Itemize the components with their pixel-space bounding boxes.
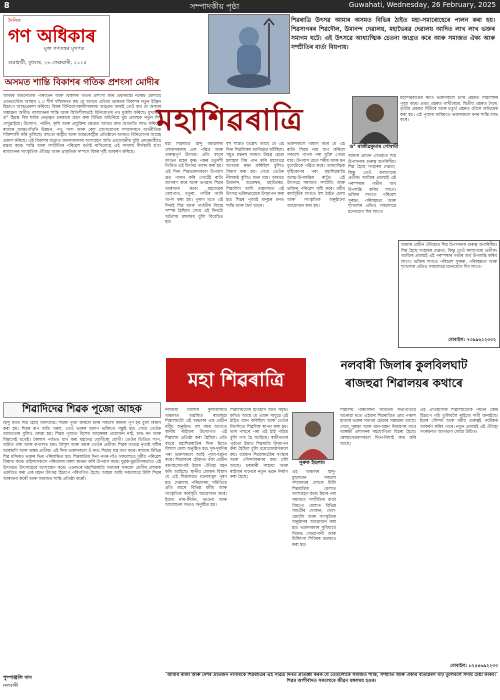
maha-shivaratri-banner xyxy=(166,358,306,402)
author-photo xyxy=(352,96,398,144)
main-headline-line2: ৰাজহুৱা শিৱালয়ৰ কথাৰে xyxy=(345,376,463,390)
side-article-body: হিন্দু ধৰ্মত শিৱ হৈছে আদিদেৱ। শিৱক পূজা কৰিলে মনৰ সকলো কামনা পূৰ্ণ হয় বুলি বিশ্বাস কৰা হয়। শিৱৰ ৰূপ অতি সৰল, তেওঁ ভক্তৰ অলপ ভক্তিতে সন্তুষ্ট হয়। সেয়ে তেওঁক আশুতোষ বুলিও কোৱা হয়। শিৱৰ পূজাত বিশেষ আড়ম্বৰৰ প্ৰয়োজন নাই, শুদ্ধ মন আৰু বিশ্বাসেই যথেষ্ট। কৈলাস পৰ্বতত বাস কৰা মহাদেৱ যোগীৰো যোগী। তেওঁৰ ডিঙিত সাপ, জটাত গঙ্গা আৰু কপালত চন্দ্ৰ। ত্ৰিশূল আৰু ডমৰু তেওঁৰ প্ৰতীক। শিৱৰ তাণ্ডৱ নৃত্যই সৃষ্টিৰ আৰম্ভণি আৰু অন্তৰ প্ৰতীক। এই দিনা ভক্তসকলে ওঁ নমঃ শিৱায় মন্ত্ৰ জপ কৰে। ৰাজ্যৰ বিভিন্ন শিৱ মন্দিৰত ভক্তৰ ভিৰ পৰিলক্ষিত হয়। শিৱৰাত্ৰিৰ দিনা নগৰ-গাঁও সকলোতে ধৰ্মীয় পৰিৱেশ বিৰাজ কৰে। মহিলাসকলে পৰিয়ালৰ মঙ্গল কামনা কৰি উপবাস কৰে। যুৱক-যুৱতীসকলেও এই উৎসৱত উৎসাহেৰে অংশগ্ৰহণ কৰে। এনেদৰে মহাশিৱৰাত্ৰি সমাজৰ সকলো শ্ৰেণীৰ লোকক একত্ৰিত কৰা এক মহান উৎসৱ হিচাপে পৰিগণিত হৈছে। আহক আমি সকলোৱে মিলি শিৱৰ আৰাধনা কৰোঁ আৰু সমাজত শান্তি প্ৰতিষ্ঠা কৰোঁ। xyxy=(3,421,161,482)
top-banner xyxy=(288,14,498,94)
feature-col-3: ভক্তসকলে বিশ্বাস কৰে যে এই ৰাতি শিৱৰ নাম জপ কৰিলে সকলো পাপৰ পৰা মুক্তি পোৱা যায়। উপবাস ব্ৰতে শৰীৰ আৰু মন দুয়োটাকে পৱিত্ৰ কৰে। আধ্যাত্মিক দৃষ্টিকোণৰ পৰা মহাশিৱৰাত্ৰি আত্ম-উপলব্ধিৰ ৰাতি। এই উৎসৱে সমাজত সম্প্ৰীতি আৰু ভক্তিৰ পৰিৱেশ সৃষ্টি কৰে। ধৰ্মীয় কাৰ্যসূচীৰ লগতে বহু ঠাইত মেলা আৰু সাংস্কৃতিক অনুষ্ঠানো আয়োজন কৰা হয়। xyxy=(287,142,345,209)
main-author-photo xyxy=(292,412,334,460)
feature-right-col: মহাশিৱৰাত্ৰিৰ ৰাতি ভক্তসকলে চাৰি প্ৰহৰত শিৱলিঙ্গৰ পূজা কৰে। প্ৰথম প্ৰহৰত গাখীৰেৰে, দ্বিতীয় প্ৰহৰত দৈৰে, তৃতীয় প্ৰহৰত ঘিঁউৰে আৰু চতুৰ্থ প্ৰহৰত মৌৰে অভিষেক কৰা হয়। এই পূজাৰ জৰিয়তে ভক্তসকলে মনৰ শান্তি লাভ কৰে। xyxy=(400,96,498,124)
main-col-5: এই ঐতিহাসিক শিৱালয়টোক পৰ্যটন কেন্দ্ৰ হিচাপে গঢ়ি তুলিবলৈ ৰাইজে দাবী জনাইছে। ইয়াৰ সৌন্দৰ্য আৰু ধৰ্মীয় গুৰুত্বই পৰ্যটকক আকৰ্ষণ কৰিব পাৰে। নতুন প্ৰজন্মই এই ঐতিহ্য সংৰক্ষণত আগভাগ লোৱা উচিত। xyxy=(420,408,498,436)
feature-info-text: আমাৰ প্ৰাচীন ঐতিহ্যত শিৱ উপাসনাৰ গুৰুত্ব অপৰিসীম। শিৱ হৈছে সংহাৰৰ দেৱতা, কিন্তু তেওঁ কল্যাণৰো প্ৰতীক। আজিৰ প্ৰজন্মই এই পৰম্পৰাৰ গভীৰ অৰ্থ উপলব্ধি কৰিব লাগে। ভক্তিৰ লগতে পৰিৱেশ সুৰক্ষা, পৰিচ্ছন্নতা আৰু শৃংখলাৰ প্ৰতিও সকলোৱে মনোযোগ দিব লাগে। xyxy=(401,243,497,271)
feature-title: মহাশিৱৰাত্ৰি xyxy=(156,103,304,138)
date-line: Guwahati, Wednesday, 26 February, 2025 xyxy=(348,1,496,9)
main-col-4: শিৱালয় পৰিচালনা সমিতিৰ সভাপতিয়ে জনোৱা মতে এইবাৰ শিৱৰাত্ৰিত প্ৰায় পঞ্চাশ হাজাৰ ভক্তৰ সমাগম হোৱাৰ সম্ভাৱনা আছে। সেয়ে সুৰক্ষা আৰু যান-বাহন নিয়ন্ত্ৰণৰ বাবে আৰক্ষী প্ৰশাসনৰ সহযোগিতা বিচৰা হৈছে। স্বেচ্ছাসেৱকসকলে দিনে-নিশাই কাম কৰি আছে। xyxy=(340,408,416,447)
masthead-tagline: মুক্ত গণতন্ত্ৰৰ মুখপত্ৰ xyxy=(44,46,85,52)
main-headline xyxy=(310,356,498,406)
main-contact: মোবাইল: ৮২৫৪৬৯২২৩৩ xyxy=(450,664,498,669)
side-article xyxy=(3,402,161,696)
main-headline-line1: নলবাৰী জিলাৰ কুলবিলঘাট xyxy=(340,358,468,372)
masthead-info: গুৱাহাটী, বুধবাৰ, ২৬ ফেব্ৰুৱাৰী, ২০২৫ xyxy=(8,60,87,66)
shiva-figure-icon xyxy=(209,15,289,93)
feature-col-4: আমাৰ প্ৰাচীন ঐতিহ্যত শিৱ উপাসনাৰ গুৰুত্ব অপৰিসীম। শিৱ হৈছে সংহাৰৰ দেৱতা, কিন্তু তেওঁ কল্যাণৰো প্ৰতীক। আজিৰ প্ৰজন্মই এই পৰম্পৰাৰ গভীৰ অৰ্থ উপলব্ধি কৰিব লাগে। ভক্তিৰ লগতে পৰিৱেশ সুৰক্ষা, পৰিচ্ছন্নতা আৰু শৃংখলাৰ প্ৰতিও সকলোৱে মনোযোগ দিব লাগে। xyxy=(348,154,396,215)
page-header xyxy=(0,0,500,13)
feature-author: ড° ৰাজীৱকুমাৰ গোস্বামী xyxy=(349,144,399,150)
person-icon xyxy=(353,97,397,143)
shiva-image xyxy=(208,14,290,94)
page-number: 8 xyxy=(4,1,10,10)
main-col-3: এই অঞ্চলৰ হিন্দু-মুছলমান সকলো সম্প্ৰদায়ৰ লোকে মিলি শিৱৰাত্ৰিৰ মেলাত অংশগ্ৰহণ কৰে। ইয়াৰ পৰা সমাজত সম্প্ৰীতিৰ বাৰ্তা বিয়পে। মেলাত বিভিন্ন সামগ্ৰীৰ দোকান, খেল-ধেমালি আৰু সাংস্কৃতিক অনুষ্ঠানৰ আয়োজন কৰা হয়। ভক্তসকলৰ সুবিধাৰ্থে বিশুদ্ধ খোৱাপানী আৰু চিকিৎসা শিবিৰৰ ব্যৱস্থাও কৰা হয়। xyxy=(292,470,336,548)
masthead xyxy=(3,15,110,77)
side-article-author: পুষ্পাঞ্জলি দাস xyxy=(3,675,32,681)
feature-col-1: মহা শিৱৰাত্ৰি হিন্দু ধৰ্মাৱলম্বী লোকসকলৰ এক পৱিত্ৰ আৰু গুৰুত্বপূৰ্ণ উৎসৱ। প্ৰতি বছৰে ফাগুন মাহৰ কৃষ্ণ পক্ষৰ চতুৰ্দশী তিথিত এই উৎসৱ পালন কৰা হয়। এই দিনা শিৱভক্তসকলে উপবাস ব্ৰত পালন কৰি গোটেই ৰাতি জাগৰণ কৰে আৰু ভগৱান শিৱৰ আৰাধনা কৰে। মহাদেৱক বেলপাত, ধতুৰা, গাখীৰ আদি অৰ্পণ কৰা হয়। পুৰাণ মতে এই দিনাই শিৱ আৰু পাৰ্বতীৰ বিবাহ সম্পন্ন হৈছিল। সেয়ে এই দিনটো অতিশয় মঙ্গলময় বুলি বিবেচিত হয়। xyxy=(165,142,223,226)
maha-banner-title: মহা শিৱৰাত্ৰি xyxy=(187,369,285,391)
masthead-prefix: দৈনিক xyxy=(8,18,21,24)
side-article-place: নলবাৰী xyxy=(3,683,19,689)
masthead-name: গণ অধিকাৰ xyxy=(8,26,96,47)
main-col-1: নলবাৰী জিলাৰ কুলবিলঘাট অঞ্চলত অৱস্থিত ৰাজহুৱা শিৱালয়টো এই অঞ্চলৰ এক প্ৰাচীন ধৰ্মীয় অনুষ্ঠান। বহু বছৰ আগতে স্থানীয় ৰাইজৰ উদ্যোগত এই শিৱালয় প্ৰতিষ্ঠা কৰা হৈছিল। প্ৰতি বছৰে মহাশিৱৰাত্ৰিৰ দিনা ইয়াত বিশাল মেলা অনুষ্ঠিত হয়। দূৰ-দূৰণিৰ পৰা ভক্তসকলে আহি পূজা-অৰ্চনা কৰে। শিৱালয়ৰ চৌহদত থকা প্ৰাচীন বৰগছজোপাই ইয়াৰ ঐতিহ্য বহন কৰি আহিছে। স্থানীয় লোকৰ বিশ্বাস যে এই শিৱালয়ত মনোবাঞ্ছা পূৰণ হয়। দেৱালয় পৰিচালনা সমিতিয়ে প্ৰতি বছৰে বিভিন্ন ধৰ্মীয় আৰু সাংস্কৃতিক কাৰ্যসূচী আয়োজন কৰে। ইয়াত নাম-কীৰ্তন, ভাওনা আৰু আলোচনা সভাও অনুষ্ঠিত হয়। xyxy=(165,408,227,509)
top-banner-text: শিৱৰাত্ৰি উৎসৱ আমাৰ অসমত বিভিন্ন ঠাইত মহা-সমাৰোহেৰে পালন কৰা হয়। শিৱসাগৰৰ শিৱদৌল, উমানন্দ দেৱালয়, মহাভৈৰৱ দেৱালয় আদিত লাখ লাখ ভক্তৰ সমাগম ঘটে। এই উৎসৱে আধ্যাত্মিক চেতনা জাগ্ৰত কৰে আৰু সমাজত ঐক্য আৰু সম্প্ৰীতিৰ বাৰ্তা বিয়পায়। xyxy=(291,17,495,51)
side-article-title: শিৱাদিদেৱ শিৱক পূজো আহক xyxy=(3,402,161,418)
main-author: সুৰুক ইছলাম xyxy=(299,460,325,466)
feature-contact: মোবাইল: ৭৩৯৯৬১২৩৩২ xyxy=(448,338,496,343)
person-icon xyxy=(293,413,333,459)
feature-col-2: বহু শাস্ত্ৰত উল্লেখ আছে যে এই দিনা শিৱলিঙ্গৰ আবিৰ্ভাৱ ঘটিছিল। সমুদ্ৰ মন্থনৰ সময়ত উদ্ভৱ হোৱা হলাহল বিষ পান কৰি মহাদেৱে জগতক ৰক্ষা কৰিছিল বুলিও বিশ্বাস কৰা হয়। সেয়ে তেওঁক নীলকণ্ঠ বুলিও জনা যায়। অসমত উমানন্দ, শুক্ৰেশ্বৰ, মহাভৈৰৱ, শিৱদৌল আদি দেৱালয়ত এই উৎসৱ ভক্তিভাৱেৰে উদ্‌যাপন কৰা হয়। শিৱৰ পূজাই মানুহৰ মনত শান্তি আৰু ধৈৰ্য আনে। xyxy=(226,142,284,209)
editorial-title: অসমত শান্তি বিকাশৰ গতিক প্ৰশংসা মোদীৰ xyxy=(3,78,161,91)
feature-info-box xyxy=(398,240,500,348)
editorial-body: অসমৰ অৰ্থনৈতিক পৰিবৰ্তন আৰু বিকাশৰ গতিৰ প্ৰশংসা কৰি প্ৰধানমন্ত্ৰী নৰেন্দ্ৰ মোদীয়ে এডভান্টেজ আছাম ২.০ শীৰ্ষ সন্মিলনত কয় যে অসমে এতিয়া ভাৰতৰ বিকাশৰ নতুন ইঞ্জিন হিচাপে আত্মপ্ৰকাশ কৰিছে। বিশ্বৰ বিনিয়োগকাৰীসকলক আহ্বান জনাই তেওঁ কয় যে অসমৰ সম্ভাৱনা অসীম। ৰাজ্যখনৰ শান্তি আৰু স্থিতিশীলতাই বিনিয়োগৰ পথ মুকলি কৰিছে। মুখ্যমন্ত্ৰী ড° হিমন্ত বিশ্ব শৰ্মাৰ নেতৃত্বত চৰকাৰে গ্ৰহণ কৰা বিভিন্ন আঁচনিয়ে যুৱ প্ৰজন্মক নতুন দিশ দেখুৱাইছে। উদ্যোগ, পৰ্যটন, কৃষি আৰু প্ৰযুক্তিৰ ক্ষেত্ৰত অসমে দ্ৰুত অগ্ৰগতি লাভ কৰিছে। ৰাজ্যৰ আন্তঃগাঁথনি উন্নয়ন, পথ, দলং আৰু ৰেল যোগাযোগৰ সম্প্ৰসাৰণে অৰ্থনীতিক শক্তিশালী কৰি তুলিছে। বহুতো ৰাষ্ট্ৰীয় আৰু আন্তঃৰাষ্ট্ৰীয় প্ৰতিষ্ঠানে অসমত বিনিয়োগৰ আগ্ৰহ প্ৰকাশ কৰিছে। এই বিকাশৰ যাত্ৰাত জনসাধাৰণৰ অংশগ্ৰহণ অতি প্ৰয়োজনীয় বুলি প্ৰধানমন্ত্ৰীয়ে মন্তব্য কৰে। শান্তি আৰু সম্প্ৰীতিৰ পৰিৱেশ বৰ্তাই ৰাখিলেহে এই সাফল্য দীৰ্ঘস্থায়ী হ'ব। ৰাজ্যখনৰ সাংস্কৃতিক ঐতিহ্য আৰু প্ৰাকৃতিক সম্পদে বিশ্বৰ দৃষ্টি আকৰ্ষণ কৰিছে। xyxy=(3,94,161,155)
section-title: সম্পাদকীয় পৃষ্ঠা xyxy=(190,2,240,11)
main-col-2: শিৱালয়টোৰ ইতিহাস অতি সমৃদ্ধ। কথিত আছে যে এজন সাধুৱে এই ঠাইত ধ্যান কৰিছিল আৰু তেওঁৰ নিৰ্দেশতে শিৱলিঙ্গ স্থাপন কৰা হয়। তাৰ পাছৰে পৰা এই ঠাই পৱিত্ৰ বুলি গণ্য হৈ আহিছে। স্বাধীনতাৰ পূৰ্বতো ইয়াত শিৱৰাত্ৰি উদ্‌যাপন কৰা হৈছিল বুলি বয়োজ্যেষ্ঠসকলে কয়। বৰ্তমান শিৱালয়টোৰ সংস্কাৰ আৰু সৌন্দৰ্যকৰণৰ কাম চলি আছে। চৰকাৰী সাহায্য আৰু ৰাইজৰ দানেৰে নতুন ভৱন নিৰ্মাণ কৰা হৈছে। xyxy=(230,408,288,481)
footer-note: আমাৰ ৰাজ্য আৰু দেশৰ প্ৰতিজন নাগৰিকে শিৱৰাত্ৰিৰ এই পৱিত্ৰ দিনত প্ৰতিজ্ঞা কৰক যে তেওঁলোকে সমাজত শান্তি, সম্প্ৰীতি আৰু ঐক্যৰ বাতাৱৰণ গঢ়ি তুলিবলৈ সদায় চেষ্টা কৰিব। শিৱৰ আশীৰ্বাদত সকলোৰে জীৱন মঙ্গলময় হওক। xyxy=(165,672,498,697)
